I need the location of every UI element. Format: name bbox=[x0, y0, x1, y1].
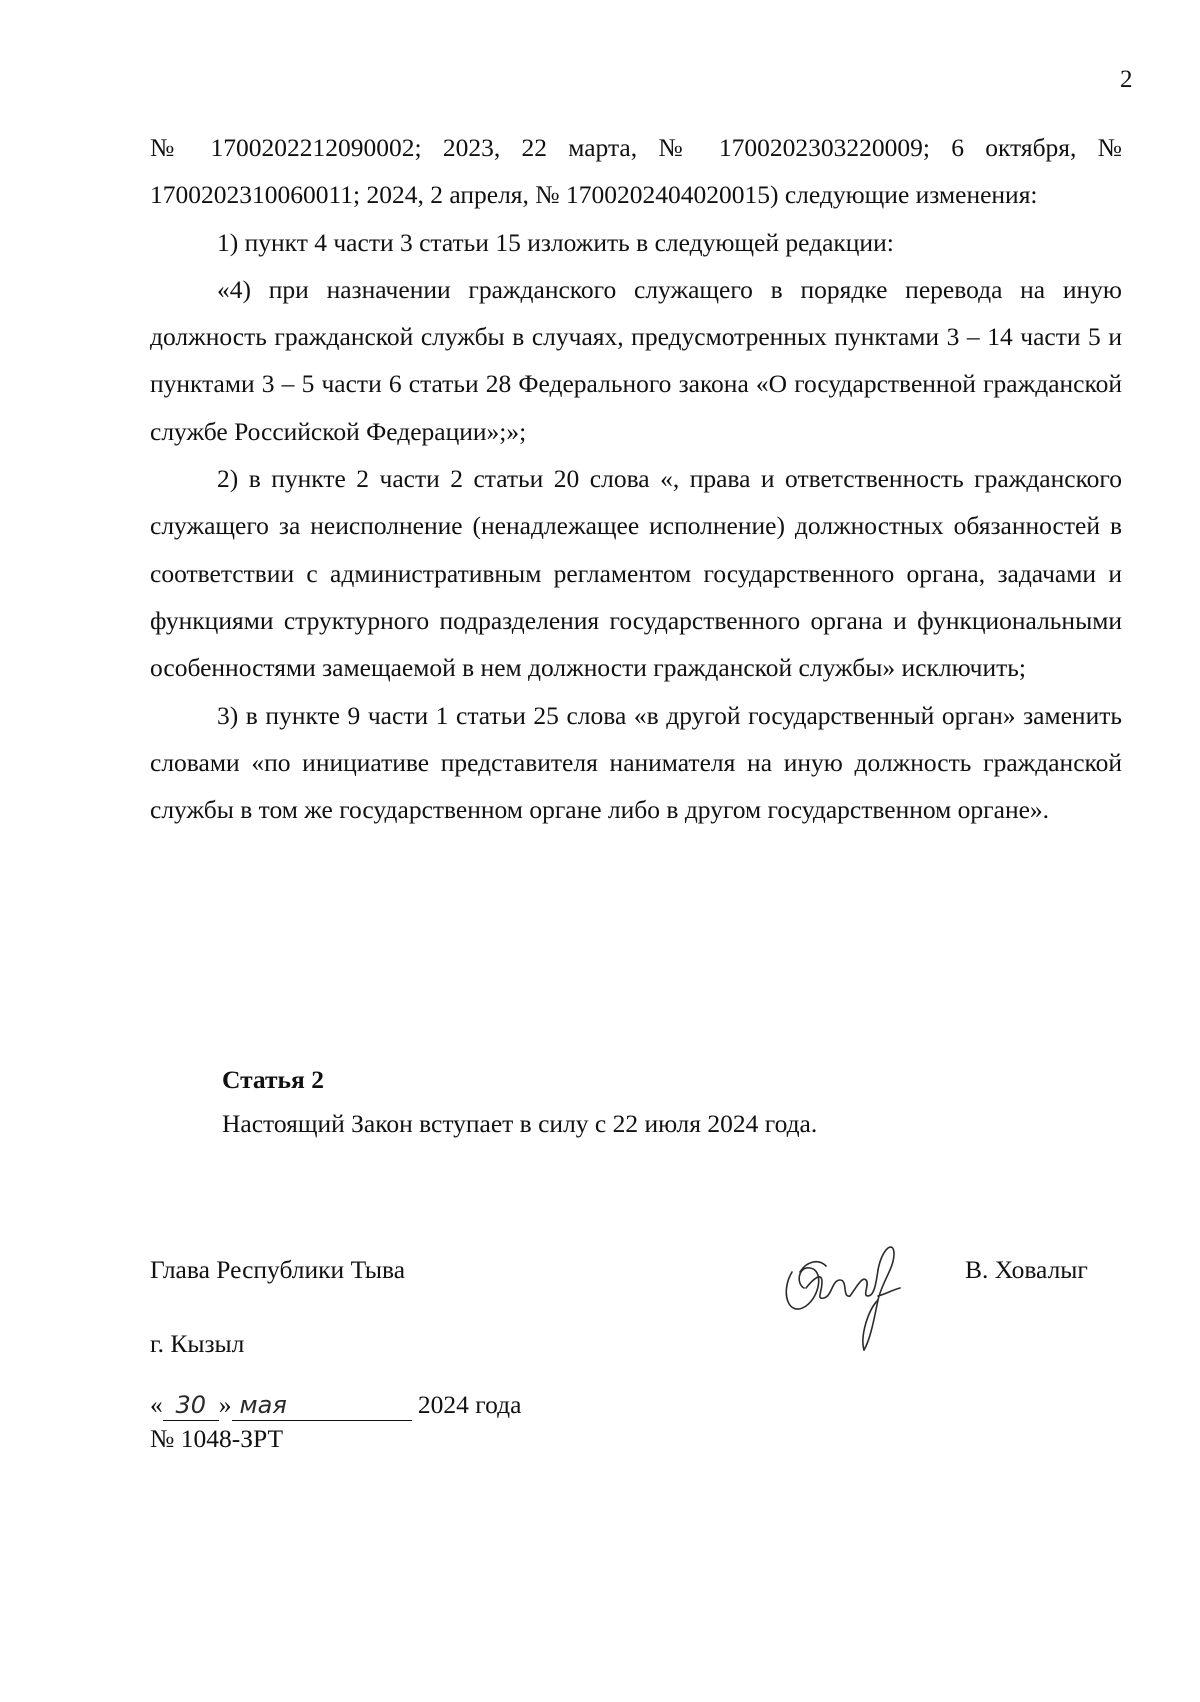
quote-open: « bbox=[150, 1390, 163, 1419]
signatory-title: Глава Республики Тыва bbox=[150, 1255, 406, 1284]
article-2-heading: Статья 2 bbox=[222, 1065, 324, 1094]
handwritten-day: 30 bbox=[175, 1391, 207, 1419]
paragraph-item-1-text: «4) при назначении гражданского служащего в порядке перевода на иную должность гражданской службы в случаях, предусмотренных пунктами 3 – 14 части 5 и пунктами 3 – 5 части 6 статьи 28 Федерального закона «О государственной гражданской службе Российской Федерации»;»; bbox=[150, 274, 1122, 446]
date-day-field bbox=[163, 1390, 219, 1421]
date-year: 2024 года bbox=[417, 1390, 522, 1419]
date-month-field bbox=[232, 1390, 412, 1421]
signatory-name: В. Ховалыг bbox=[965, 1255, 1088, 1284]
law-number: № 1048-ЗРТ bbox=[150, 1424, 284, 1453]
paragraph-amendment-intro: № 1700202212090002; 2023, 22 марта, № 1700202303220009; 6 октября, № 1700202310060011; 2024, 2 апреля, № 1700202404020015) следующие изменения: bbox=[150, 133, 1122, 210]
signing-date bbox=[150, 1390, 521, 1421]
law-body-text bbox=[150, 124, 1122, 833]
quote-close: » bbox=[218, 1390, 232, 1419]
handwritten-month: мая bbox=[239, 1391, 287, 1419]
article-2-text: Настоящий Закон вступает в силу с 22 июля 2024 года. bbox=[222, 1109, 818, 1138]
place-of-signing: г. Кызыл bbox=[150, 1329, 245, 1358]
paragraph-item-2: 2) в пункте 2 части 2 статьи 20 слова «, права и ответственность гражданского служащего за неисполнение (ненадлежащее исполнение) должностных обязанностей в соответствии с административным регламентом государственного органа, задачами и функциями структурного подразделения государственного органа и функциональными особенностями замещаемой в нем должности гражданской службы» исключить; bbox=[150, 464, 1122, 683]
handwritten-signature bbox=[770, 1210, 920, 1360]
page-number: 2 bbox=[1120, 66, 1133, 93]
paragraph-item-1: 1) пункт 4 части 3 статьи 15 изложить в следующей редакции: bbox=[217, 227, 894, 257]
paragraph-item-3: 3) в пункте 9 части 1 статьи 25 слова «в другой государственный орган» заменить словами «по инициативе представителя нанимателя на иную должность гражданской службы в том же государственном органе либо в другом государственном органе». bbox=[150, 700, 1122, 825]
